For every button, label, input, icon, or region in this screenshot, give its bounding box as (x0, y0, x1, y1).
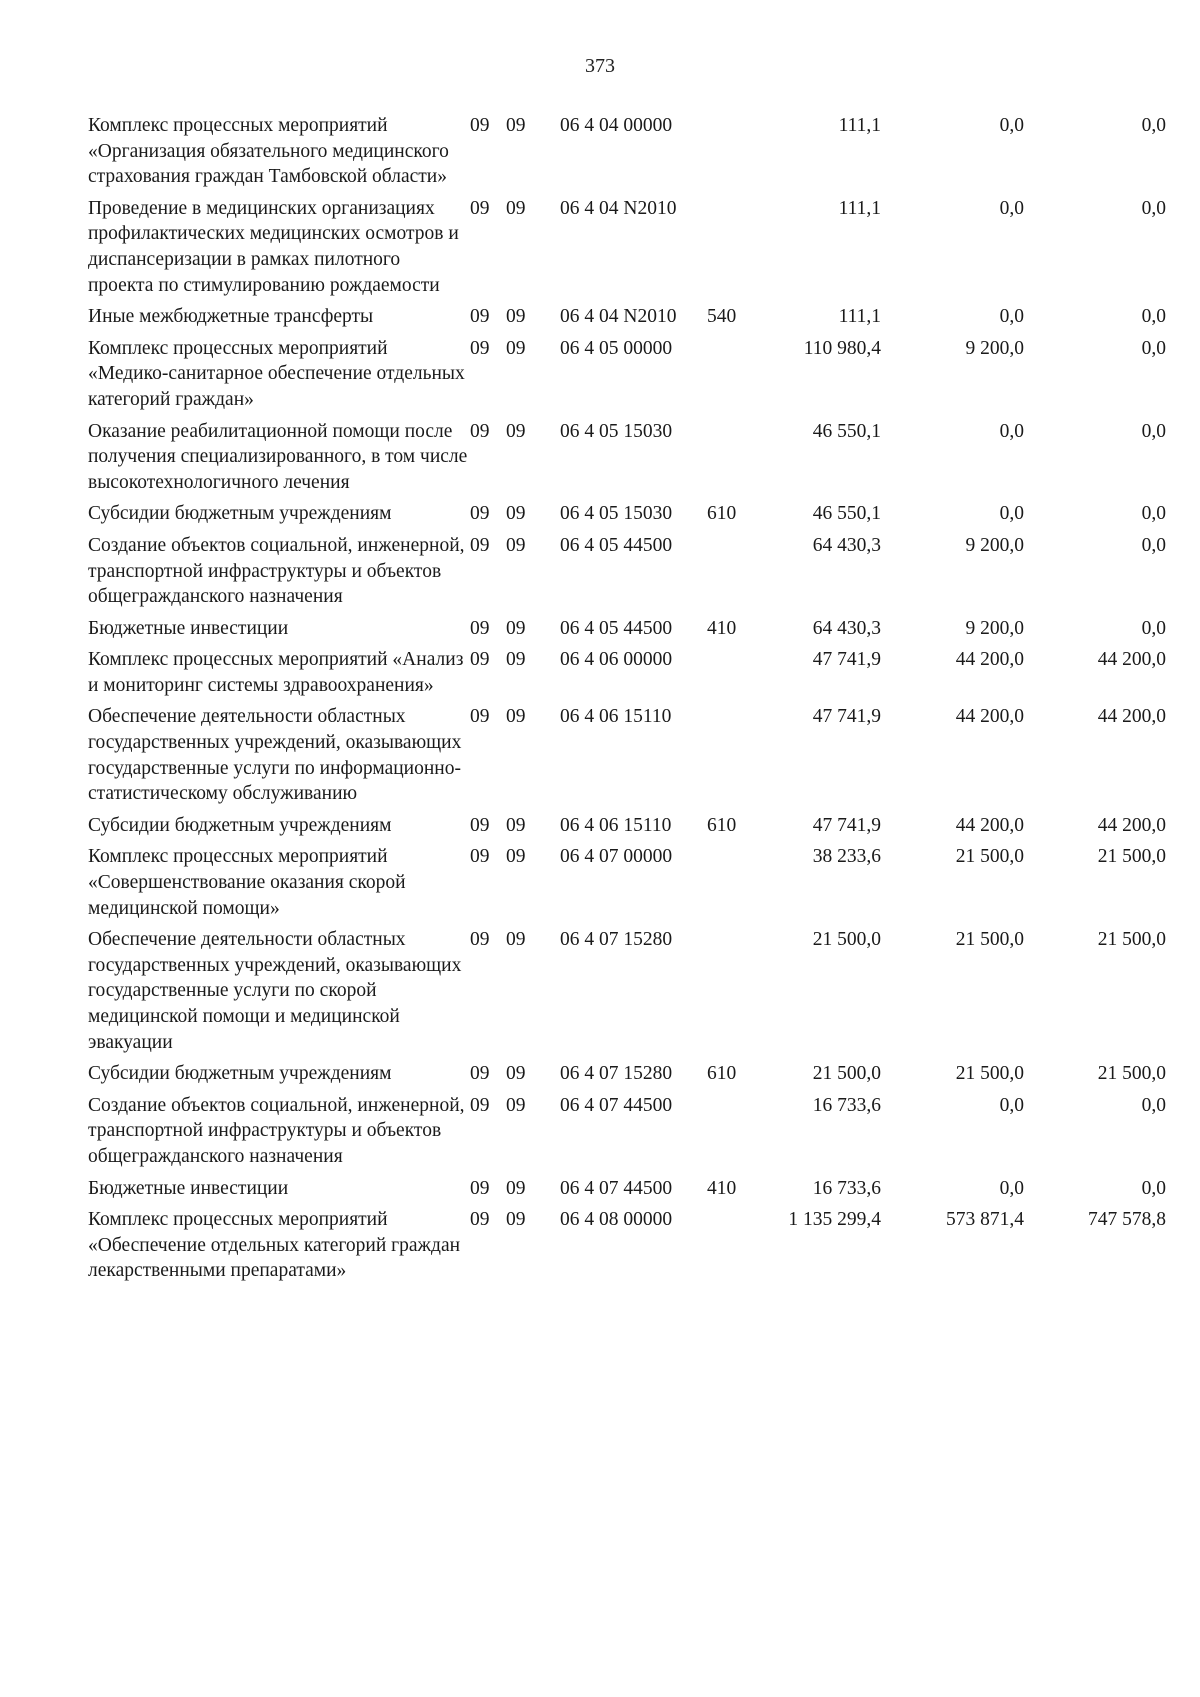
amount-year-3: 0,0 (1141, 503, 1166, 525)
amount-year-1: 1 135 299,4 (788, 1209, 881, 1231)
row-name: Иные межбюджетные трансферты (88, 306, 374, 328)
section-code: 09 (470, 115, 490, 136)
subsection-code: 09 (506, 1063, 526, 1085)
target-article-code: 06 4 07 15280 (560, 929, 673, 951)
expense-type-code: 610 (707, 1063, 737, 1085)
subsection-code: 09 (506, 929, 526, 951)
amount-year-3: 747 578,8 (1088, 1209, 1166, 1231)
target-article-code: 06 4 04 N2010 (560, 306, 677, 328)
amount-year-2: 44 200,0 (955, 649, 1024, 671)
amount-year-3: 0,0 (1141, 1094, 1166, 1116)
table-row (88, 113, 1168, 190)
amount-year-3: 0,0 (1141, 306, 1166, 328)
target-article-code: 06 4 04 00000 (560, 115, 673, 136)
section-code: 09 (470, 420, 490, 442)
row-name: Комплекс процессных мероприятий «Анализ и мониторинг системы здравоохранения» (88, 649, 464, 696)
target-article-code: 06 4 07 44500 (560, 1094, 673, 1116)
subsection-code: 09 (506, 649, 526, 671)
row-name: Бюджетные инвестиции (88, 1177, 289, 1199)
table-row (88, 704, 1168, 806)
amount-year-3: 0,0 (1141, 534, 1166, 556)
section-code: 09 (470, 306, 490, 328)
amount-year-1: 47 741,9 (812, 706, 881, 728)
section-code: 09 (470, 1094, 490, 1116)
amount-year-2: 21 500,0 (955, 846, 1024, 868)
row-name: Создание объектов социальной, инженерной, транспортной инфраструктуры и объектов общегражданского назначения (88, 534, 465, 608)
amount-year-3: 21 500,0 (1097, 846, 1166, 868)
expense-type-code: 610 (707, 503, 737, 525)
amount-year-2: 44 200,0 (955, 706, 1024, 728)
section-code: 09 (470, 1177, 490, 1199)
row-name: Обеспечение деятельности областных государственных учреждений, оказывающих государственные услуги по информационно-статистическому обслуживанию (88, 706, 462, 805)
section-code: 09 (470, 617, 490, 639)
expense-type-code: 410 (707, 617, 737, 639)
subsection-code: 09 (506, 197, 526, 219)
target-article-code: 06 4 06 00000 (560, 649, 673, 671)
target-article-code: 06 4 07 15280 (560, 1063, 673, 1085)
amount-year-3: 0,0 (1141, 337, 1166, 359)
section-code: 09 (470, 814, 490, 836)
subsection-code: 09 (506, 1177, 526, 1199)
amount-year-2: 0,0 (999, 503, 1024, 525)
amount-year-3: 0,0 (1141, 617, 1166, 639)
amount-year-1: 64 430,3 (812, 534, 881, 556)
amount-year-1: 46 550,1 (812, 503, 881, 525)
amount-year-3: 21 500,0 (1097, 1063, 1166, 1085)
row-name: Комплекс процессных мероприятий «Организация обязательного медицинского страхования граждан Тамбовской области» (88, 115, 449, 188)
section-code: 09 (470, 534, 490, 556)
target-article-code: 06 4 06 15110 (560, 706, 672, 728)
row-name: Субсидии бюджетным учреждениям (88, 814, 392, 836)
row-name: Комплекс процессных мероприятий «Медико-санитарное обеспечение отдельных категорий граждан» (88, 337, 465, 410)
expense-type-code: 540 (707, 306, 737, 328)
target-article-code: 06 4 05 15030 (560, 420, 673, 442)
amount-year-1: 110 980,4 (803, 337, 881, 359)
section-code: 09 (470, 1063, 490, 1085)
section-code: 09 (470, 846, 490, 868)
target-article-code: 06 4 05 15030 (560, 503, 673, 525)
target-article-code: 06 4 05 44500 (560, 617, 673, 639)
section-code: 09 (470, 337, 490, 359)
amount-year-3: 0,0 (1141, 420, 1166, 442)
amount-year-1: 111,1 (838, 115, 881, 136)
section-code: 09 (470, 649, 490, 671)
amount-year-1: 16 733,6 (812, 1094, 881, 1116)
expense-type-code: 610 (707, 814, 737, 836)
section-code: 09 (470, 197, 490, 219)
table-row (88, 1061, 1168, 1087)
subsection-code: 09 (506, 115, 526, 136)
row-name: Проведение в медицинских организациях профилактических медицинских осмотров и диспансеризации в рамках пилотного проекта по стимулированию рождаемости (88, 197, 459, 296)
subsection-code: 09 (506, 306, 526, 328)
table-row (88, 1176, 1168, 1202)
amount-year-2: 573 871,4 (946, 1209, 1024, 1231)
row-name: Создание объектов социальной, инженерной, транспортной инфраструктуры и объектов общегражданского назначения (88, 1094, 465, 1167)
row-name: Бюджетные инвестиции (88, 617, 289, 639)
expense-type-code: 410 (707, 1177, 737, 1199)
row-name: Оказание реабилитационной помощи после получения специализированного, в том числе высокотехнологичного лечения (88, 420, 468, 493)
table-row (88, 533, 1168, 610)
amount-year-3: 0,0 (1141, 1177, 1166, 1199)
amount-year-1: 64 430,3 (812, 617, 881, 639)
subsection-code: 09 (506, 814, 526, 836)
subsection-code: 09 (506, 1094, 526, 1116)
target-article-code: 06 4 04 N2010 (560, 197, 677, 219)
table-row (88, 647, 1168, 698)
subsection-code: 09 (506, 617, 526, 639)
amount-year-3: 44 200,0 (1097, 814, 1166, 836)
target-article-code: 06 4 06 15110 (560, 814, 672, 836)
amount-year-1: 47 741,9 (812, 649, 881, 671)
amount-year-1: 47 741,9 (812, 814, 881, 836)
table-row (88, 1207, 1168, 1284)
amount-year-1: 111,1 (838, 197, 881, 219)
amount-year-2: 21 500,0 (955, 1063, 1024, 1085)
table-row (88, 813, 1168, 839)
amount-year-2: 21 500,0 (955, 929, 1024, 951)
section-code: 09 (470, 1209, 490, 1231)
amount-year-3: 44 200,0 (1097, 649, 1166, 671)
subsection-code: 09 (506, 337, 526, 359)
amount-year-2: 0,0 (999, 197, 1024, 219)
amount-year-1: 38 233,6 (812, 846, 881, 868)
amount-year-3: 21 500,0 (1097, 929, 1166, 951)
amount-year-2: 44 200,0 (955, 814, 1024, 836)
amount-year-3: 0,0 (1141, 115, 1166, 136)
target-article-code: 06 4 07 44500 (560, 1177, 673, 1199)
table-row (88, 1093, 1168, 1170)
subsection-code: 09 (506, 420, 526, 442)
section-code: 09 (470, 929, 490, 951)
subsection-code: 09 (506, 534, 526, 556)
subsection-code: 09 (506, 706, 526, 728)
amount-year-1: 21 500,0 (812, 929, 881, 951)
amount-year-3: 0,0 (1141, 197, 1166, 219)
row-name: Субсидии бюджетным учреждениям (88, 1063, 392, 1085)
table-row (88, 419, 1168, 496)
subsection-code: 09 (506, 846, 526, 868)
amount-year-1: 46 550,1 (812, 420, 881, 442)
table-row (88, 304, 1168, 330)
amount-year-1: 16 733,6 (812, 1177, 881, 1199)
amount-year-2: 0,0 (999, 306, 1024, 328)
section-code: 09 (470, 503, 490, 525)
amount-year-3: 44 200,0 (1097, 706, 1166, 728)
table-row (88, 927, 1168, 1055)
amount-year-2: 9 200,0 (965, 534, 1024, 556)
amount-year-2: 0,0 (999, 420, 1024, 442)
table-row (88, 501, 1168, 527)
amount-year-2: 0,0 (999, 1177, 1024, 1199)
target-article-code: 06 4 08 00000 (560, 1209, 673, 1231)
target-article-code: 06 4 05 44500 (560, 534, 673, 556)
table-row (88, 196, 1168, 298)
section-code: 09 (470, 706, 490, 728)
page-number: 373 (585, 55, 615, 77)
row-name: Субсидии бюджетным учреждениям (88, 503, 392, 525)
row-name: Комплекс процессных мероприятий «Совершенствование оказания скорой медицинской помощи» (88, 846, 406, 919)
amount-year-2: 0,0 (999, 115, 1024, 136)
table-row (88, 336, 1168, 413)
target-article-code: 06 4 07 00000 (560, 846, 673, 868)
amount-year-2: 0,0 (999, 1094, 1024, 1116)
row-name: Обеспечение деятельности областных государственных учреждений, оказывающих государственные услуги по скорой медицинской помощи и медицинской эвакуации (88, 929, 462, 1053)
amount-year-1: 21 500,0 (812, 1063, 881, 1085)
table-row (88, 844, 1168, 921)
subsection-code: 09 (506, 1209, 526, 1231)
budget-table (88, 113, 1168, 1290)
amount-year-2: 9 200,0 (965, 617, 1024, 639)
row-name: Комплекс процессных мероприятий «Обеспечение отдельных категорий граждан лекарственными препаратами» (88, 1209, 461, 1282)
table-row (88, 616, 1168, 642)
amount-year-2: 9 200,0 (965, 337, 1024, 359)
subsection-code: 09 (506, 503, 526, 525)
target-article-code: 06 4 05 00000 (560, 337, 673, 359)
amount-year-1: 111,1 (838, 306, 881, 328)
